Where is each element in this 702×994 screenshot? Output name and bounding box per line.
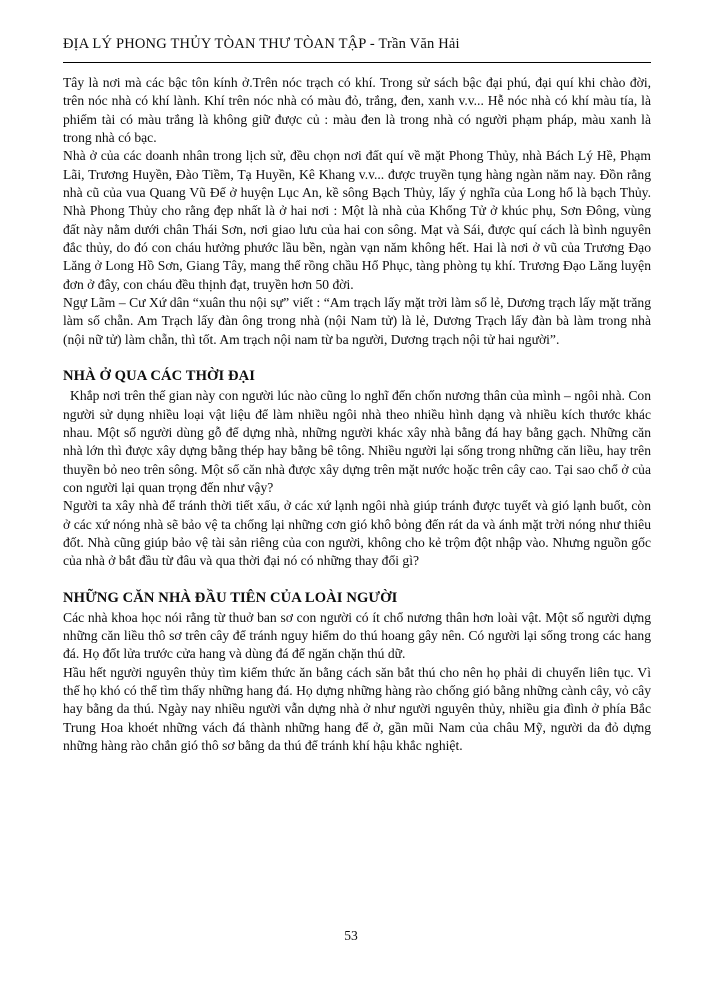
page-content xyxy=(63,36,651,755)
header-rule xyxy=(63,62,651,63)
paragraph: Ngự Lãm – Cư Xứ dân “xuân thu nội sự” viết : “Am trạch lấy mặt trời làm số lẻ, Dương trạch lấy mặt trăng làm số chẵn. Am Trạch lấy đàn ông trong nhà (nội Nam tử) là lẻ, Dương Trạch lấy đàn bà làm trong nhà (nội nữ tử) làm chẵn, thì tốt. Am trạch nội nam từ ba người, Dương trạch nội tử hai người”. xyxy=(63,295,651,347)
paragraph: Tây là nơi mà các bậc tôn kính ở.Trên nóc trạch có khí. Trong sử sách bậc đại phú, đại quí khi chào đời, trên nóc nhà có khí lành. Khí trên nóc nhà có màu đỏ, trắng, đen, xanh v.v... Hễ nóc nhà có khí màu tía, là phiếm tài có màu trắng là không giữ được củ : màu đen là trong nhà có người phạm pháp, màu xanh là trong nhà có bạc. xyxy=(63,75,651,146)
paragraph: Nhà ở của các doanh nhân trong lịch sử, đều chọn nơi đất quí về mặt Phong Thủy, nhà Bách Lý Hề, Phạm Lãi, Trương Huyền, Đào Tiềm, Tạ Huyền, Kê Khang v.v... được truyền tụng hàng ngàn năm nay. Đồn rằng nhà cũ của vua Quang Vũ Đế ở huyện Lục An, kề sông Bạch Thủy, lấy ý nghĩa của Long hổ là bạch Thủy. Nhà Phong Thủy cho rằng đẹp nhất là ở hai nơi : Một là nhà của Khổng Tử ở khúc phụ, Sơn Đông, vùng đất này nằm dưới chân Thái Sơn, nơi giao lưu của hai con sông. Mạt và Sái, được quí cách là bình nguyên đắc thủy, do đó con cháu hưởng phước lầu bền, ngàn vạn năm không hết. Hai là nơi ở vũ của Trương Đạo Lăng ở Long Hồ Sơn, Giang Tây, mang thế rồng chầu Hổ Phục, tàng phòng tụ khí. Trương Đạo Lăng luyện đơn ở đây, con cháu đều thịnh đạt, truyền hơn 50 đời. xyxy=(63,148,651,292)
paragraph: Khắp nơi trên thế gian này con người lúc nào cũng lo nghĩ đến chốn nương thân của mình – ngôi nhà. Con người sử dụng nhiều loại vật liệu để làm nhiều ngôi nhà theo nhiều hình dạng và nhiều kích thước khác nhau. Một số người dùng gỗ để dựng nhà, những người khác xây nhà bằng đá hay bằng gạch. Những căn nhà lớn thì được xây dựng bằng thép hay bằng bê tông. Nhiều người lại sống trong những căn liều, hay trên thuyền bỏ neo trên sông. Một số căn nhà được xây dựng trên mặt nước hoặc trên cây cao. Tại sao chổ ở của con người lại quan trọng đến như vậy? xyxy=(63,388,651,495)
section-heading-nha-o-qua-cac-thoi-dai: NHÀ Ở QUA CÁC THỜI ĐẠI xyxy=(63,368,256,385)
paragraph: Người ta xây nhà để tránh thời tiết xấu, ở các xứ lạnh ngôi nhà giúp tránh được tuyết và gió lạnh buốt, còn ở các xứ nóng nhà sẽ bảo vệ ta chống lại những cơn gió khô bỏng đến rát da và ánh mặt trời nóng như thiêu đốt. Nhà cũng giúp bảo vệ tài sản riêng của con người, không cho kẻ trộm đột nhập vào. Nhưng nguồn gốc của nhà ở bắt đầu từ đâu và qua thời đại nó có những thay đổi gì? xyxy=(63,498,651,569)
running-head-title: ĐỊA LÝ PHONG THỦY TÒAN THƯ TÒAN TẬP - Trần Văn Hải xyxy=(63,36,460,52)
section-heading-nhung-can-nha-dau-tien: NHỮNG CĂN NHÀ ĐẦU TIÊN CỦA LOÀI NGƯỜI xyxy=(63,589,398,606)
paragraph: Các nhà khoa học nói rằng từ thuở ban sơ con người có ít chổ nương thân hơn loài vật. Một số người dựng những căn liều thô sơ trên cây để tránh nguy hiểm do thú hoang gây nên. Có người lại sống trong các hang đá. Họ đốt lửa trước cửa hang và dùng đá để ngăn chặn thú dữ. xyxy=(63,609,651,662)
paragraph: Hầu hết người nguyên thủy tìm kiếm thức ăn bằng cách săn bắt thú cho nên họ phải di chuyển liên tục. Vì thế họ khó có thể tìm thấy những hang đá. Họ dựng những hàng rào chống gió bằng những cành cây, vỏ cây hay bằng da thú. Ngày nay nhiều người vẫn dựng nhà ở như người nguyên thủy, nhiều gia đình ở phía Bắc Trung Hoa khoét những vách đá thành những hang để ở, gần mũi Nam của châu Mỹ, người da đỏ dựng những hàng rào chắn gió thô sơ bằng da thú để tránh khí hậu khắc nghiệt. xyxy=(63,664,651,753)
page-number: 53 xyxy=(344,928,358,943)
